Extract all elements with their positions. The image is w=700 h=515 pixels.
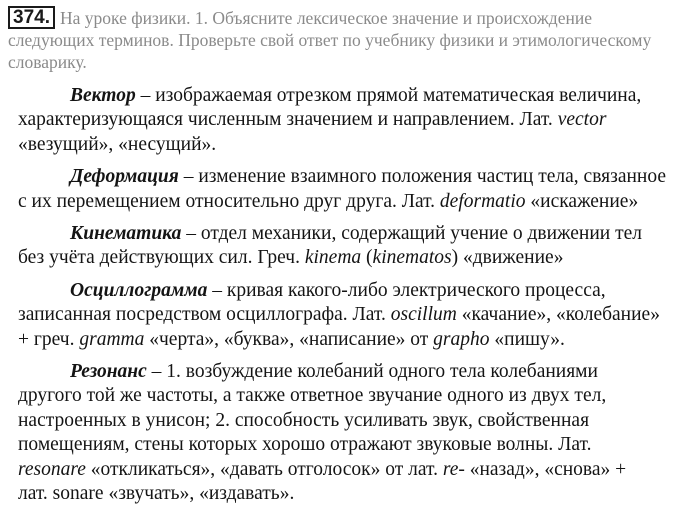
- definition-text: характеризующаяся численным значением и направлением. Лат.: [18, 109, 558, 131]
- term-definitions: [18, 84, 692, 515]
- entry-line: [18, 279, 692, 303]
- entry-line: настроенных в унисон; 2. способность усиливать звук, свойственная: [18, 409, 590, 431]
- definition-text: – изображаемая отрезком прямой математическая величина,: [135, 85, 642, 106]
- definition-text: – изменение взаимного положения частиц тела, связанное: [178, 166, 666, 188]
- definition-text: без учёта действующих сил. Греч.: [18, 247, 305, 269]
- entry-line: [18, 190, 692, 214]
- task-number-box: 374.: [8, 6, 55, 29]
- entry-line: лат. sonare «звучать», «издавать».: [18, 483, 295, 505]
- etymon-word: deformatio: [439, 190, 526, 212]
- entry-line: помещениям, стены которых хорошо отражают звуковые волны. Лат.: [18, 434, 592, 456]
- entry-rezonans: [18, 360, 692, 506]
- entry-line: [18, 108, 692, 132]
- term-word: Деформация: [70, 166, 179, 188]
- definition-text: «искажение»: [525, 190, 639, 212]
- task-line-3: словарику.: [8, 52, 87, 72]
- entry-deformatsiya: [18, 165, 692, 214]
- task-instructions: [8, 6, 694, 73]
- term-word: Кинематика: [70, 223, 182, 245]
- etymon-word: re-: [442, 458, 465, 480]
- task-text-1: На уроке физики. 1. Объясните лексическое значение и происхождение: [59, 8, 592, 28]
- entry-line: [18, 222, 692, 246]
- definition-text: – кривая какого-либо электрического процесса,: [207, 279, 606, 301]
- definition-text: «черта», «буква», «написание» от: [144, 328, 434, 350]
- entry-line: [18, 246, 692, 270]
- definition-text: «назад», «снова» +: [464, 458, 627, 480]
- definition-text: – отдел механики, содержащий учение о движении тел: [181, 223, 643, 245]
- task-line-1: [8, 6, 694, 29]
- definition-text: ) «движение»: [451, 247, 564, 269]
- definition-text: «откликаться», «давать отголосок» от лат.: [85, 458, 443, 480]
- entry-line: [18, 303, 692, 327]
- entry-line: [18, 360, 692, 384]
- definition-text: «пишу».: [489, 328, 565, 350]
- entry-line: [18, 84, 692, 108]
- etymon-word: grapho: [433, 328, 490, 350]
- definition-text: с их перемещением относительно друг друга. Лат.: [18, 190, 440, 212]
- definition-text: – 1. возбуждение колебаний одного тела колебаниями: [146, 361, 598, 383]
- term-word: Резонанс: [70, 361, 147, 383]
- term-word: Осциллограмма: [70, 279, 208, 301]
- etymon-word: gramma: [79, 328, 145, 350]
- entry-line: [18, 458, 692, 482]
- etymon-word: kinematos: [372, 247, 452, 269]
- definition-text: (: [361, 247, 373, 269]
- entry-line: другого той же частоты, а также ответное звучание одного из двух тел,: [18, 385, 607, 407]
- entry-vektor: [18, 84, 692, 157]
- etymon-word: resonare: [18, 458, 86, 480]
- entry-oscillogramma: [18, 279, 692, 352]
- definition-text: + греч.: [18, 328, 80, 350]
- etymon-word: vector: [557, 109, 607, 131]
- term-word: Вектор: [70, 85, 136, 106]
- definition-text: «качание», «колебание»: [456, 304, 660, 326]
- entry-line: «везущий», «несущий».: [18, 133, 217, 155]
- entry-kinematika: [18, 222, 692, 271]
- definition-text: записанная посредством осциллографа. Лат.: [18, 304, 391, 326]
- entry-line: [18, 328, 692, 352]
- etymon-word: kinema: [304, 247, 362, 269]
- entry-line: [18, 165, 692, 189]
- etymon-word: oscillum: [390, 304, 457, 326]
- task-line-2: следующих терминов. Проверьте свой ответ по учебнику физики и этимологическому: [8, 30, 652, 50]
